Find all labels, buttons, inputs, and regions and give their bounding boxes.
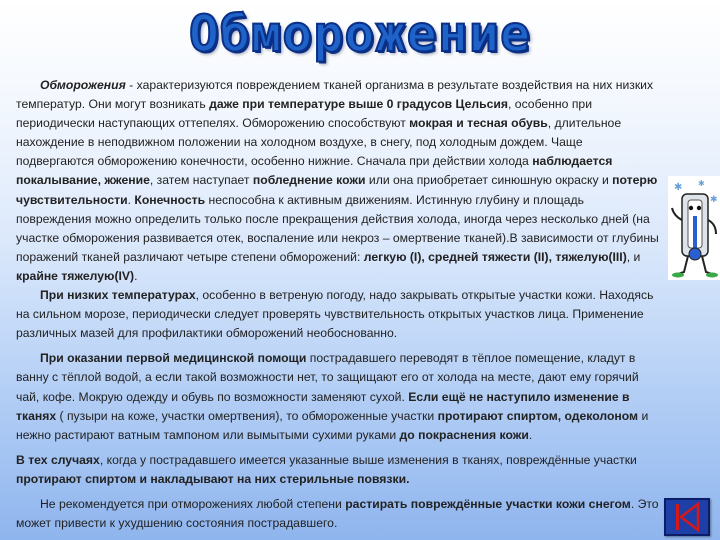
main-text xyxy=(16,76,660,533)
return-to-start-icon xyxy=(666,500,708,534)
paragraph-prevention: При низких температурах, особенно в ветреную погоду, надо закрывать открытые участки кожи. Находясь на сильном морозе, периодически следует проверять чувствительность открытых участков лица. Применение различных мазей для профилактики обморожений необоснованно. xyxy=(16,288,654,341)
svg-text:✱: ✱ xyxy=(698,179,705,188)
return-to-start-button[interactable] xyxy=(664,498,710,536)
cold-thermometer-icon xyxy=(668,176,720,280)
paragraph-first-aid: При оказании первой медицинской помощи пострадавшего переводят в тёплое помещение, кладут в ванну с тёплой водой, а если такой возможности нет, то защищают его от холода на месте, дают ему горячий чай, кофе. Мокрую одежду и обувь по возможности заменяют сухой. Если ещё не наступило изменение в тканях ( пузыри на коже, участки омертвения), то обмороженные участки протирают спиртом, одеколоном и нежно растирают ватным тампоном или вымытыми сухими руками до покраснения кожи. xyxy=(16,351,649,442)
paragraph-definition: Обморожения - характеризуются повреждением тканей организма в результате воздействия на них низких температур. Они могут возникать даже при температуре выше 0 градусов Цельсия, особенно при периодически наступающих оттепелях. Обморожению способствуют мокрая и тесная обувь, длительное нахождение в неподвижном положении на холодном воздухе, в снегу, под холодным дождем. Чаще подвергаются обморожению конечности, особенно нижние. Сначала при действии холода наблюдается покалывание, жжение, затем наступает побледнение кожи или она приобретает синюшную окраску и потерю чувствительности. Конечность неспособна к активным движениям. Истинную глубину и площадь повреждения можно определить только после прекращения действия холода, иногда через несколько дней (на участке обморожения развивается отек, воспаление или некроз – омертвение тканей).В зависимости от глубины поражений тканей различают четыре степени обморожений: легкую (I), средней тяжести (II), тяжелую(III), и крайне тяжелую(IV). xyxy=(16,78,659,283)
paragraph-tissue-changes: В тех случаях, когда у пострадавшего имеется указанные выше изменения в тканях, повреждённые участки протирают спиртом и накладывают на них стерильные повязки. xyxy=(16,452,637,486)
cold-thermometer-graphic xyxy=(668,176,720,280)
svg-text:✱: ✱ xyxy=(674,182,683,193)
svg-text:✱: ✱ xyxy=(710,195,718,205)
paragraph-warning: Не рекомендуется при отморожениях любой степени растирать повреждённые участки кожи снегом. Это может привести к ухудшению состояния пострадавшего. xyxy=(16,496,659,531)
page-title: Обморожение xyxy=(188,5,532,63)
